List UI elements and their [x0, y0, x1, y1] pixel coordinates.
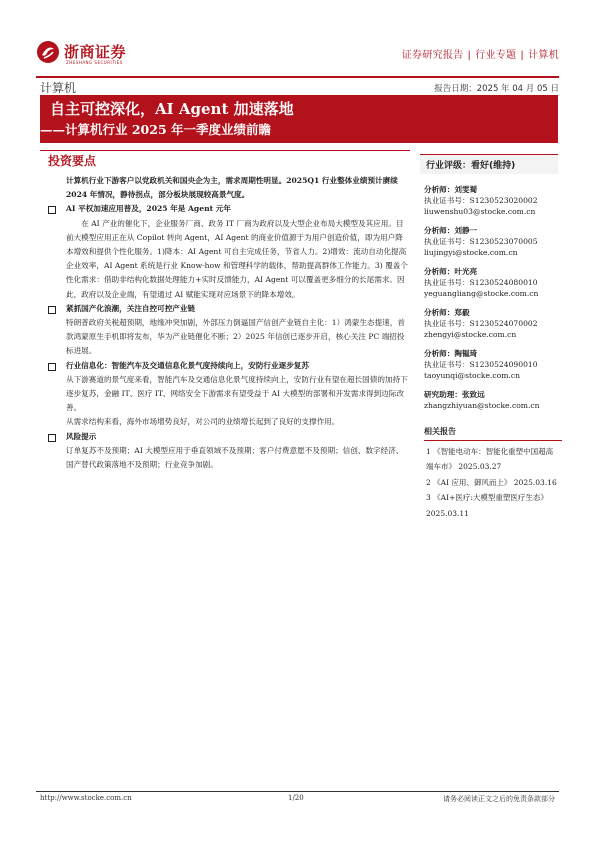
bullet-heading-risk: 风险提示 — [46, 430, 408, 444]
analyst-entry — [424, 184, 562, 217]
industry-rating: 行业评级：看好(维持) — [426, 161, 516, 171]
analyst-email[interactable]: zhangzhiyuan@stocke.com.cn — [424, 401, 540, 410]
related-reports-title: 相关报告 — [424, 427, 456, 436]
bullet-body-risk: 订单复苏不及预期；AI 大模型应用于垂直领域不及预期；客户付费意愿不及预期；信创、数字经济、国产替代政策落地不及预期；行业竞争加剧。 — [66, 445, 404, 470]
analyst-email[interactable]: liujingyi@stocke.com.cn — [424, 248, 518, 257]
analyst-list — [424, 184, 562, 419]
report-title: 自主可控深化，AI Agent 加速落地 — [50, 100, 294, 118]
logo-text: 浙商证券 — [64, 43, 127, 61]
tag-separator: | — [520, 50, 525, 61]
tag-securities-research: 证券研究报告 — [401, 50, 464, 61]
industry-label: 计算机 — [40, 81, 77, 95]
analyst-license: 执业证书号：S1230523070005 — [424, 237, 538, 246]
analyst-license: 执业证书号：S1230524090010 — [424, 360, 538, 369]
bullet-body-demand-structure: 从需求结构来看，海外市场增势良好，对公司的业绩增长起到了良好的支撑作用。 — [66, 417, 340, 427]
footer-website-link[interactable]: http://www.stocke.com.cn — [40, 794, 132, 802]
bullet-heading-localization: 紧抓国产化浪潮，关注自控可控产业链 — [46, 302, 408, 316]
analyst-email[interactable]: yeguangliang@stocke.com.cn — [424, 289, 539, 298]
report-category-tags — [402, 46, 559, 61]
related-reports-list — [426, 444, 558, 521]
analyst-name: 分析师：刘雯蜀 — [424, 185, 478, 194]
analyst-license: 执业证书号：S1230524080010 — [424, 278, 538, 287]
industry-rating-box — [420, 154, 558, 174]
tag-separator: | — [467, 50, 472, 61]
analyst-entry — [424, 307, 562, 340]
bullet-body-informatization: 从下游赛道的景气度来看，智能汽车及交通信息化景气度持续向上，安防行业有望在超长国债的加持下逐步复苏，金融 IT、医疗 IT、网络安全下游需求有望受益于 AI 大模型的部署和开发需求得到边际改善。 — [66, 374, 408, 413]
related-report-item[interactable]: 1 《智能电动车：智能化重塑中国超高端车市》 2025.03.27 — [426, 447, 554, 472]
bullet-heading-informatization: 行业信息化：智能汽车及交通信息化景气度持续向上，安防行业逐步复苏 — [46, 359, 408, 373]
title-banner — [40, 95, 558, 143]
analyst-email[interactable]: liuwenshu03@stocke.com.cn — [424, 207, 536, 216]
logo-mark-icon — [36, 40, 60, 64]
logo-subtext: ZHESHANG SECURITIES — [66, 60, 123, 65]
header-divider — [36, 76, 559, 78]
analyst-entry — [424, 266, 562, 299]
analyst-name: 分析师：叶光亮 — [424, 267, 478, 276]
footer-disclaimer: 请务必阅读正文之后的免责条款部分 — [443, 795, 555, 803]
related-reports-divider — [424, 440, 562, 441]
bullet-body-ai-agent: 在 AI 产业的催化下，企业服务厂商、政务 IT 厂商为政府以及大型企业布局大模型及其应用。目前大模型应用正在从 Copilot 转向 Agent，AI Agent 的商业价值源于为用户创造价值，即为用户降本增效和提供个性化服务。1)降本：AI Agent 可自主完成任务，节省人力。2)增效：流动自动化提高企业效率，AI Agent 系统是行业 Know-how 和管理科学的载体，帮助提高群体工作能力。3) 覆盖个性化需求：借助非结构化数据处理能力+实时反馈能力，AI Agent 可以覆盖更多细分的长尾需求。因此，政府以及企业端，有望通过 AI 赋能实现对应场景下的降本增效。 — [66, 218, 408, 299]
tag-industry-topic: 行业专题 — [475, 50, 517, 61]
company-logo — [36, 40, 136, 70]
related-report-item[interactable]: 2 《AI 应用、御风而上》 2025.03.16 — [426, 477, 557, 487]
bullet-heading-ai-agent: AI 平权加速应用普及，2025 年是 Agent 元年 — [46, 202, 408, 216]
analyst-name: 分析师：刘静一 — [424, 226, 478, 235]
analyst-email[interactable]: zhengyi@stocke.com.cn — [424, 330, 517, 339]
analyst-license: 执业证书号：S1230524070002 — [424, 319, 538, 328]
analyst-entry — [424, 389, 562, 411]
footer-divider — [36, 791, 559, 792]
main-content — [46, 174, 408, 472]
tag-computer: 计算机 — [528, 50, 559, 61]
analyst-email[interactable]: taoyunqi@stocke.com.cn — [424, 371, 520, 380]
analyst-name: 分析师：郑毅 — [424, 308, 470, 317]
report-date: 报告日期：2025 年 04 月 05 日 — [434, 84, 559, 94]
lead-paragraph: 计算机行业下游客户以党政机关和国央企为主，需求周期性明显。2025Q1 行业整体业绩预计赓续 2024 年情况，静待拐点，部分板块展现较高景气度。 — [66, 176, 398, 200]
section-title-investment-highlights: 投资要点 — [48, 154, 97, 168]
section-divider — [40, 150, 410, 151]
analyst-entry — [424, 225, 562, 258]
bullet-body-localization: 特朗普政府关税超预期，地缘冲突加剧，外部压力倒逼国产信创产业链自主化：1）鸿蒙生态提速，首款鸿蒙原生手机即将发布，华为产业链催化不断；2）2025 年信创已逐步开启，核心关注 PC 端招投标进展。 — [66, 318, 405, 356]
report-subtitle: ——计算机行业 2025 年一季度业绩前瞻 — [40, 122, 271, 137]
page-number: 1/20 — [288, 794, 304, 802]
analyst-license: 执业证书号：S1230523020002 — [424, 196, 538, 205]
research-assistant-name: 研究助理：张致远 — [424, 390, 485, 399]
analyst-entry — [424, 348, 562, 381]
related-report-item[interactable]: 3 《AI+医疗:大模型重塑医疗生态》 2025.03.11 — [426, 493, 548, 518]
analyst-name: 分析师：陶韫琦 — [424, 349, 478, 358]
